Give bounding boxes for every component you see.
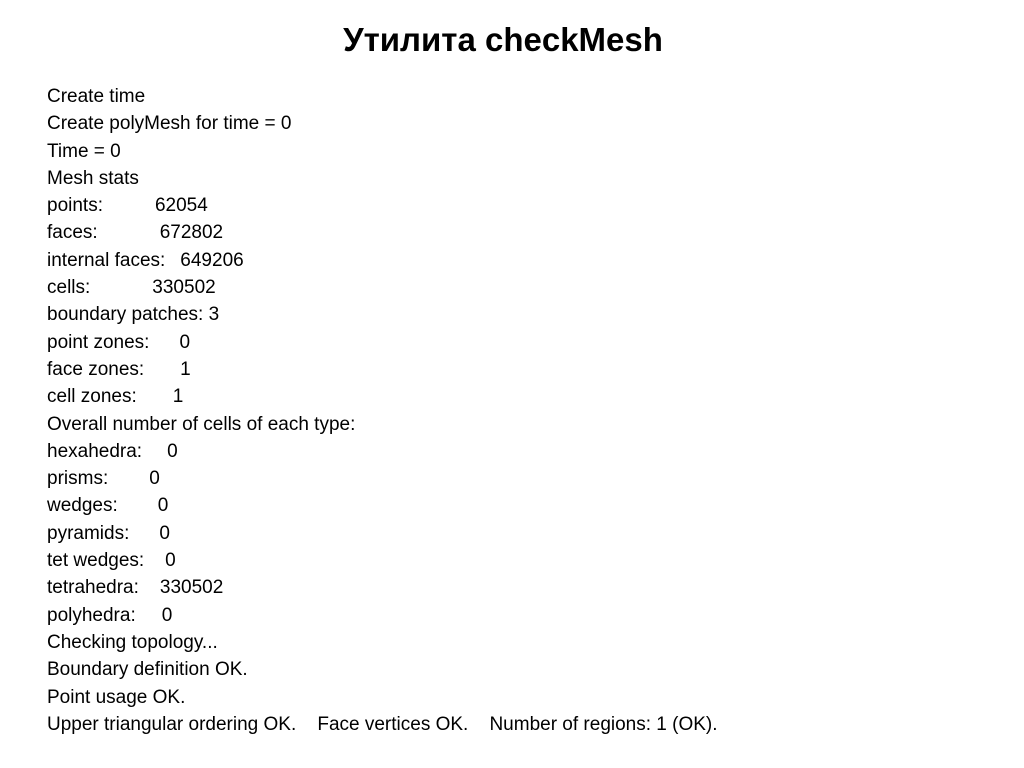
stat-points (47, 192, 1007, 219)
stat-label: hexahedra: (47, 440, 143, 462)
stat-label: internal faces: (47, 249, 166, 271)
output-line (47, 83, 1007, 110)
line-label: Checking topology... (47, 631, 218, 653)
output-line (47, 110, 1007, 137)
stat-faces (47, 219, 1007, 246)
stat-value: 672802 (159, 222, 224, 244)
stat-tetrahedra (47, 574, 1007, 601)
stat-value: 0 (165, 550, 176, 572)
stat-point-zones (47, 329, 1007, 356)
line-label: Point usage OK. (47, 686, 186, 708)
stat-label: pyramids: (47, 522, 130, 544)
stat-value: 649206 (180, 249, 244, 271)
output-line (47, 629, 1007, 656)
stat-internal-faces (47, 247, 1007, 274)
output-line (47, 165, 1007, 192)
stat-pyramids (47, 520, 1007, 547)
stat-boundary-patches (47, 301, 1007, 328)
stat-value: 62054 (154, 195, 208, 217)
output-line (47, 656, 1007, 683)
line-label: Create polyMesh for time = 0 (47, 113, 292, 135)
stat-label: boundary patches: 3 (47, 304, 220, 326)
stat-label: tet wedges: (47, 550, 145, 572)
stat-value: 330502 (159, 577, 224, 599)
line-label: Time = 0 (47, 140, 121, 162)
stat-label: cells: (47, 277, 91, 299)
line-label: Overall number of cells of each type: (47, 413, 356, 435)
stat-value: 1 (180, 358, 191, 380)
stat-value: 330502 (152, 277, 216, 299)
stat-value: 0 (149, 468, 160, 490)
output-line (47, 711, 1007, 738)
stat-label: wedges: (47, 495, 118, 517)
stat-polyhedra (47, 602, 1007, 629)
stat-label: point zones: (47, 331, 150, 353)
output-line (47, 684, 1007, 711)
stat-label: face zones: (47, 358, 145, 380)
stat-value: 0 (167, 440, 178, 462)
stat-value: 0 (161, 604, 173, 626)
stat-prisms (47, 465, 1007, 492)
stat-cell-zones (47, 383, 1007, 410)
stat-tet-wedges (47, 547, 1007, 574)
output-line (47, 138, 1007, 165)
stat-value: 0 (159, 522, 170, 544)
stat-face-zones (47, 356, 1007, 383)
output-line (47, 411, 1007, 438)
stat-value: 1 (172, 386, 184, 408)
stat-value: 0 (179, 331, 191, 353)
line-label: Upper triangular ordering OK. Face vertices OK. Number of regions: 1 (OK). (47, 713, 718, 735)
slide-title: Утилита checkMesh (343, 21, 663, 58)
line-label: Mesh stats (47, 167, 139, 189)
line-label: Create time (47, 86, 146, 107)
stat-cells (47, 274, 1007, 301)
stat-label: points: (47, 195, 103, 217)
stat-wedges (47, 492, 1007, 519)
stat-label: cell zones: (47, 386, 137, 408)
checkmesh-output (47, 83, 1007, 738)
stat-label: prisms: (47, 468, 109, 490)
stat-value: 0 (157, 495, 169, 517)
stat-label: faces: (47, 222, 98, 244)
stat-label: polyhedra: (47, 604, 136, 626)
stat-label: tetrahedra: (47, 577, 139, 599)
stat-hexahedra (47, 438, 1007, 465)
line-label: Boundary definition OK. (47, 659, 248, 681)
